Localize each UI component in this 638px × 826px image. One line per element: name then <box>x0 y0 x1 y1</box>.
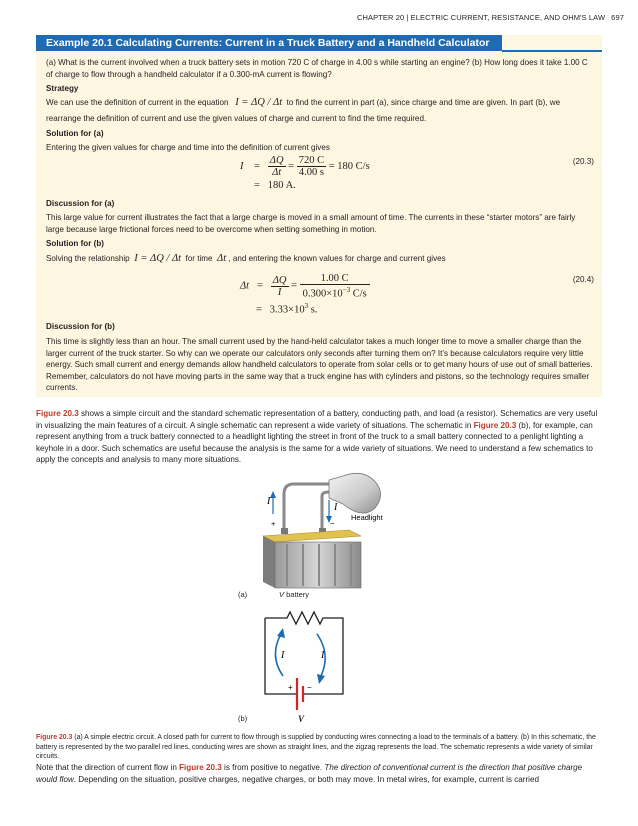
voltage-label: V <box>298 714 305 724</box>
current-label-b2: I <box>321 650 325 661</box>
chapter-title: CHAPTER 20 | ELECTRIC CURRENT, RESISTANCE, AND OHM'S LAW <box>356 13 606 22</box>
terminal-positive <box>281 528 288 534</box>
fraction-dq-i: $\frac{\Delta Q}{I}$ <box>272 274 287 298</box>
strategy-heading: Strategy <box>46 84 79 93</box>
figure-caption: Figure 20.3 (a) A simple electric circuit. A closed path for current to flow through is supplied by conducting wires connecting a load to the terminals of a battery. (b) In this schematic, the battery is represented by the two parallel red lines, conducting wires are shown as straight lines, and the zigzag represents the load. The schematic represents a wide variety of similar circuits. <box>36 734 596 760</box>
equation-number-20-3: (20.3) <box>572 157 594 166</box>
page-number: 697 <box>611 13 624 22</box>
equation-20-4-line2: = $3.33\times 10^3$ s. <box>256 302 318 316</box>
figure-b-label: (b) <box>238 714 248 723</box>
wire-negative <box>322 492 329 528</box>
figure-link[interactable]: Figure 20.3 <box>36 409 79 418</box>
example-question: (a) What is the current involved when a truck battery sets in motion 720 C of charge in 4.00 s while starting an engine? (b) How long does it take 1.00 C of charge to flow through a handheld calculator if a 0.300-mA current is flowing? <box>46 58 588 79</box>
equation-number-20-4: (20.4) <box>572 275 594 284</box>
schematic-wire-loop <box>265 612 343 694</box>
figure-a-battery-headlight <box>225 470 405 610</box>
discussion-a-text: This large value for current illustrates the fact that a large charge is moved in a small amount of time. The currents in these “starter motors” are fairly large because large frictional forces need to be overcome when setting something in motion. <box>46 213 576 234</box>
solution-a-text: Entering the given values for charge and time into the definition of current gives <box>46 143 330 152</box>
equation-20-4: Δt = $\frac{\Delta Q}{I}$ = $\frac{1.00 C}{0.300\times 10^{-3} C/s}$ <box>240 273 370 300</box>
minus-sign-a: − <box>330 519 335 528</box>
equation-20-3-line2: = 180 A. <box>254 180 296 191</box>
example-title: Example 20.1 Calculating Currents: Current in a Truck Battery and a Handheld Calculator <box>36 35 502 51</box>
running-header <box>357 13 624 22</box>
battery-label: V battery <box>279 590 310 599</box>
figure-b-schematic <box>255 608 355 720</box>
battery-side <box>263 536 275 588</box>
plus-sign-a: + <box>271 519 276 528</box>
minus-sign-b: − <box>307 683 312 692</box>
body-paragraph-2: Note that the direction of current flow in Figure 20.3 is from positive to negative. The direction of conventional current is the direction that positive charge would flow. Depending on the situation, positive charges, negative charges, or both may move. In metal wires, for example, current is carried <box>36 763 583 784</box>
caption-label: Figure 20.3 <box>36 734 73 741</box>
current-label-a2: I <box>334 502 338 513</box>
figure-a-label: (a) <box>238 590 248 599</box>
fraction-dq-dt: $\frac{\Delta Q}{\Delta t}$ <box>269 155 284 178</box>
fraction-values-b: $\frac{1.00 C}{0.300\times 10^{-3} C/s}$ <box>300 273 370 300</box>
strategy-text: We can use the definition of current in the equation I = ΔQ / Δt to find the current in part (a), since charge and time are given. In part (b), we <box>46 97 561 108</box>
current-equation: I = ΔQ / Δt <box>235 97 283 108</box>
plus-sign-b: + <box>288 683 293 692</box>
body-paragraph-1: Figure 20.3 shows a simple circuit and the standard schematic representation of a battery, conducting path, and load (a resistor). Schematics are very useful in visualizing the main features of a circuit. A single schematic can represent a wide variety of situations. The schematic in Figure 20.3 (b), for example, can represent anything from a truck battery connected to a headlight lighting the street in front of the truck to a small battery connected to a penlight lighting a keyhole in a door. Such schematics are useful because the analysis is the same for a wide variety of situations. We need to understand a few schematics to apply the concepts and analysis to many more situations. <box>36 409 598 465</box>
battery-top <box>263 530 361 542</box>
solution-b-heading: Solution for (b) <box>46 239 104 248</box>
fraction-values: $\frac{720 C}{4.00 s}$ <box>298 155 325 178</box>
current-label-a1: I <box>267 496 271 507</box>
current-label-b1: I <box>281 650 285 661</box>
headlight-label: Headlight <box>351 513 383 522</box>
example-title-rule <box>502 50 602 52</box>
discussion-b-heading: Discussion for (b) <box>46 322 115 331</box>
figure-link[interactable]: Figure 20.3 <box>473 420 517 430</box>
equation-20-3: I = $\frac{\Delta Q}{\Delta t}$ = $\frac{720 C}{4.00 s}$ = 180 C/s <box>240 155 370 178</box>
discussion-a-heading: Discussion for (a) <box>46 199 115 208</box>
solution-a-heading: Solution for (a) <box>46 129 104 138</box>
figure-link[interactable]: Figure 20.3 <box>179 763 222 772</box>
discussion-b-text: This time is slightly less than an hour. The small current used by the hand-held calculator takes a much longer time to move a smaller charge than the larger current of the truck starter. So why can we operate our calculators only seconds after turning them on? It’s because calculators require very little energy. Such small current and energy demands allow handheld calculators to operate from solar cells or to get many hours of use out of small batteries. Remember, calculators do not have moving parts in the same way that a truck engine has with cylinders and pistons, so the technology requires smaller currents. <box>46 337 593 393</box>
solution-b-text: Solving the relationship I = ΔQ / Δt for time Δt , and entering the known values for charge and current gives <box>46 253 446 264</box>
strategy-text-line2: rearrange the definition of current and use the given values of charge and current to find the time required. <box>46 114 427 123</box>
